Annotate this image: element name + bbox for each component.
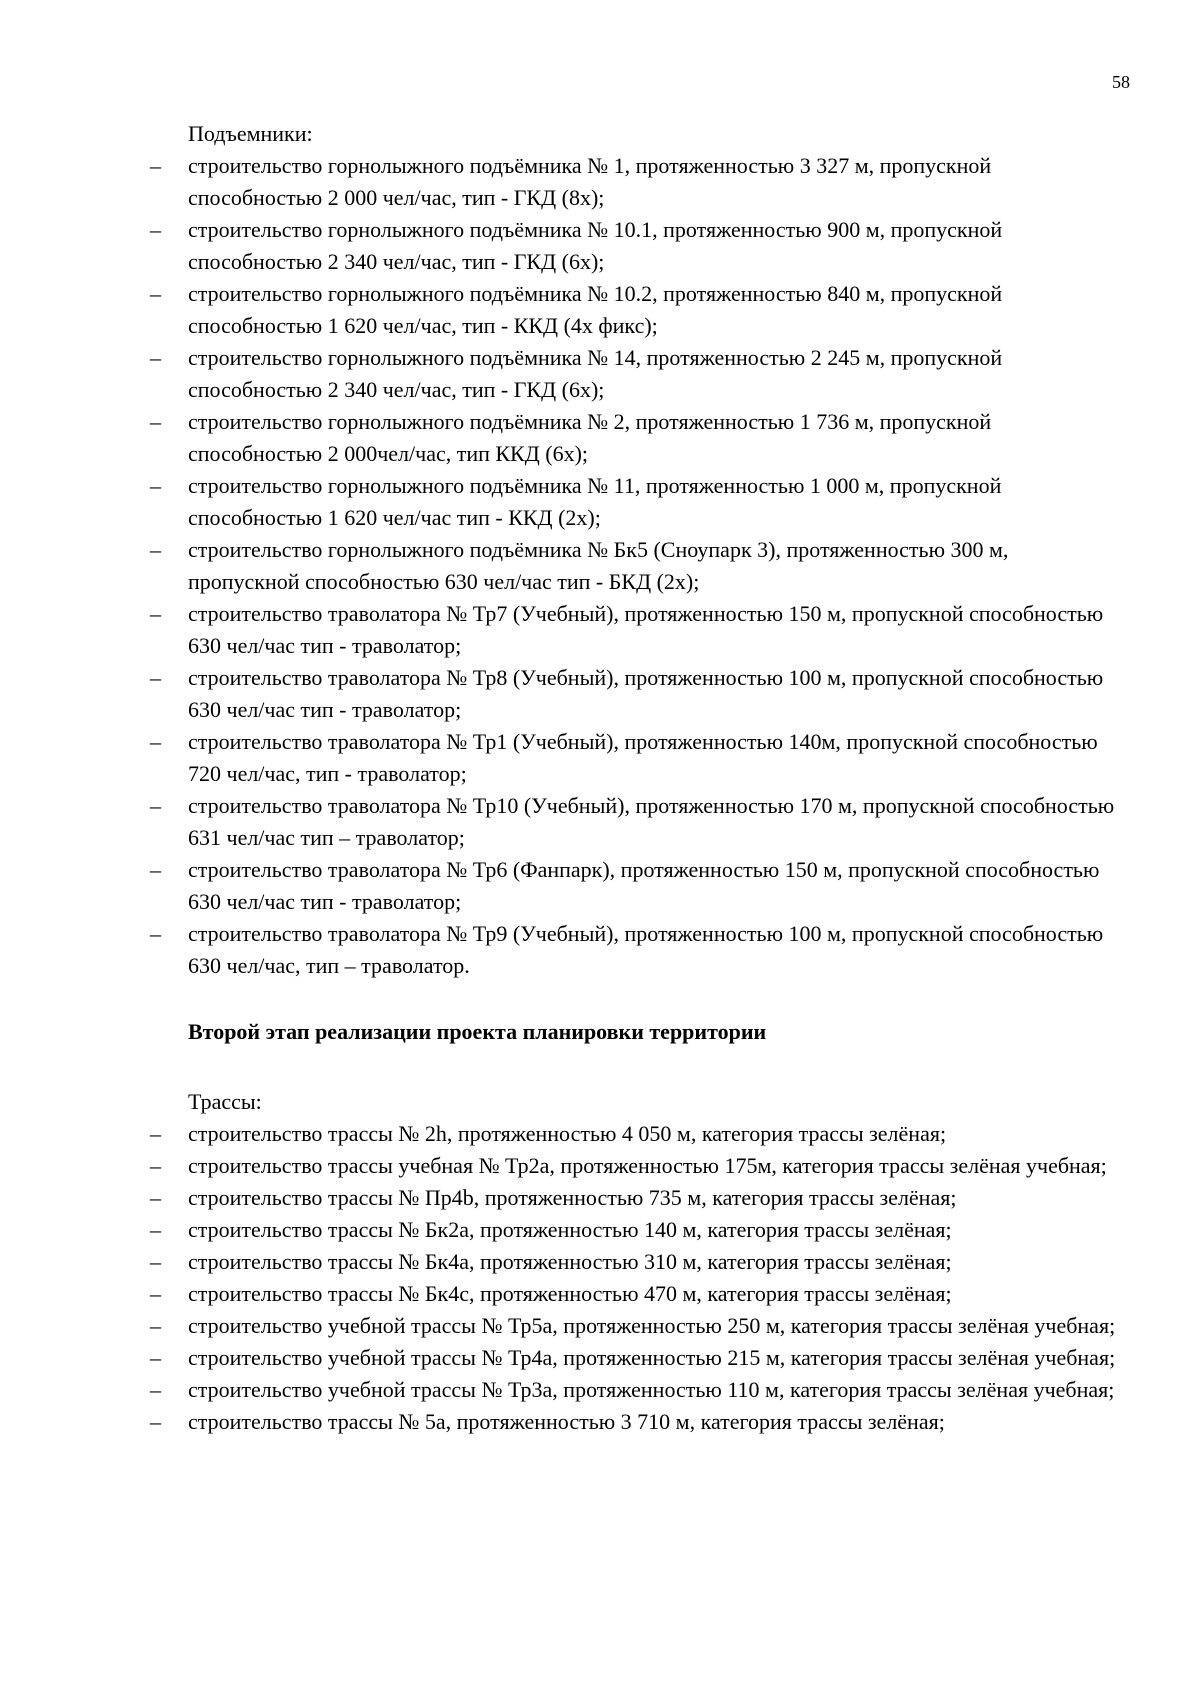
list-item-text: строительство траволатора № Тр8 (Учебный), протяженностью 100 м, пропускной способностью 630 чел/час тип - траволатор; <box>188 665 1104 722</box>
bullet-dash: – <box>150 665 161 690</box>
bullet-dash: – <box>150 473 161 498</box>
lifts-list <box>0 150 1200 982</box>
section-label-lifts: Подъемники: <box>188 121 313 146</box>
list-item-text: строительство трассы № 5а, протяженностью 3 710 м, категория трассы зелёная; <box>188 1409 945 1434</box>
lift-list-item <box>0 598 1200 662</box>
list-item-text: строительство трассы № Бк2а, протяженностью 140 м, категория трассы зелёная; <box>188 1217 952 1242</box>
list-item-text: строительство горнолыжного подъёмника № 11, протяженностью 1 000 м, пропускной способностью 1 620 чел/час тип - ККД (2х); <box>188 473 1002 530</box>
slope-list-item <box>0 1182 1200 1214</box>
bullet-dash: – <box>150 601 161 626</box>
list-item-text: строительство трассы № 2h, протяженностью 4 050 м, категория трассы зелёная; <box>188 1121 947 1146</box>
lift-list-item <box>0 406 1200 470</box>
bullet-dash: – <box>150 793 161 818</box>
bullet-dash: – <box>150 1281 161 1306</box>
bullet-dash: – <box>150 281 161 306</box>
list-item-text: строительство трассы № Бк4с, протяженностью 470 м, категория трассы зелёная; <box>188 1281 952 1306</box>
document-body <box>0 118 1200 1438</box>
lift-list-item <box>0 534 1200 598</box>
bullet-dash: – <box>150 1249 161 1274</box>
list-item-text: строительство траволатора № Тр10 (Учебный), протяженностью 170 м, пропускной способностью 631 чел/час тип – траволатор; <box>188 793 1115 850</box>
list-item-text: строительство горнолыжного подъёмника № 10.1, протяженностью 900 м, пропускной способностью 2 340 чел/час, тип - ГКД (6х); <box>188 217 1003 274</box>
lift-list-item <box>0 918 1200 982</box>
bullet-dash: – <box>150 537 161 562</box>
slope-list-item <box>0 1278 1200 1310</box>
lift-list-item <box>0 150 1200 214</box>
lift-list-item <box>0 726 1200 790</box>
bullet-dash: – <box>150 1409 161 1434</box>
list-item-text: строительство траволатора № Тр6 (Фанпарк), протяженностью 150 м, пропускной способностью 630 чел/час тип - траволатор; <box>188 857 1100 914</box>
bullet-dash: – <box>150 345 161 370</box>
lift-list-item <box>0 662 1200 726</box>
section-label-slopes: Трассы: <box>188 1089 262 1114</box>
bullet-dash: – <box>150 921 161 946</box>
lift-list-item <box>0 470 1200 534</box>
lift-list-item <box>0 342 1200 406</box>
slope-list-item <box>0 1150 1200 1182</box>
lift-list-item <box>0 214 1200 278</box>
slope-list-item <box>0 1310 1200 1342</box>
bullet-dash: – <box>150 1217 161 1242</box>
slope-list-item <box>0 1246 1200 1278</box>
bullet-dash: – <box>150 1345 161 1370</box>
slope-list-item <box>0 1374 1200 1406</box>
bullet-dash: – <box>150 1313 161 1338</box>
bullet-dash: – <box>150 1185 161 1210</box>
section-heading-stage-two: Второй этап реализации проекта планировки территории <box>188 1019 767 1044</box>
list-item-text: строительство учебной трассы № Тр4а, протяженностью 215 м, категория трассы зелёная учебная; <box>188 1345 1116 1370</box>
bullet-dash: – <box>150 1153 161 1178</box>
list-item-text: строительство учебной трассы № Тр5а, протяженностью 250 м, категория трассы зелёная учебная; <box>188 1313 1116 1338</box>
slope-list-item <box>0 1406 1200 1438</box>
bullet-dash: – <box>150 1121 161 1146</box>
slope-list-item <box>0 1214 1200 1246</box>
list-item-text: строительство трассы № Пр4b, протяженностью 735 м, категория трассы зелёная; <box>188 1185 957 1210</box>
list-item-text: строительство траволатора № Тр9 (Учебный), протяженностью 100 м, пропускной способностью 630 чел/час, тип – траволатор. <box>188 921 1104 978</box>
lift-list-item <box>0 854 1200 918</box>
slope-list-item <box>0 1118 1200 1150</box>
bullet-dash: – <box>150 857 161 882</box>
bullet-dash: – <box>150 409 161 434</box>
bullet-dash: – <box>150 1377 161 1402</box>
lift-list-item <box>0 790 1200 854</box>
list-item-text: строительство траволатора № Тр7 (Учебный), протяженностью 150 м, пропускной способностью 630 чел/час тип - траволатор; <box>188 601 1104 658</box>
bullet-dash: – <box>150 217 161 242</box>
lift-list-item <box>0 278 1200 342</box>
list-item-text: строительство траволатора № Тр1 (Учебный), протяженностью 140м, пропускной способностью 720 чел/час, тип - траволатор; <box>188 729 1098 786</box>
slopes-list <box>0 1118 1200 1438</box>
list-item-text: строительство учебной трассы № Тр3а, протяженностью 110 м, категория трассы зелёная учебная; <box>188 1377 1115 1402</box>
list-item-text: строительство трассы № Бк4а, протяженностью 310 м, категория трассы зелёная; <box>188 1249 952 1274</box>
list-item-text: строительство горнолыжного подъёмника № 14, протяженностью 2 245 м, пропускной способностью 2 340 чел/час, тип - ГКД (6х); <box>188 345 1003 402</box>
list-item-text: строительство горнолыжного подъёмника № 1, протяженностью 3 327 м, пропускной способностью 2 000 чел/час, тип - ГКД (8х); <box>188 153 992 210</box>
list-item-text: строительство трассы учебная № Тр2а, протяженностью 175м, категория трассы зелёная учебная; <box>188 1153 1107 1178</box>
list-item-text: строительство горнолыжного подъёмника № Бк5 (Сноупарк 3), протяженностью 300 м, пропускной способностью 630 чел/час тип - БКД (2х); <box>188 537 1009 594</box>
list-item-text: строительство горнолыжного подъёмника № 2, протяженностью 1 736 м, пропускной способностью 2 000чел/час, тип ККД (6х); <box>188 409 992 466</box>
bullet-dash: – <box>150 153 161 178</box>
page-number: 58 <box>1112 72 1130 92</box>
list-item-text: строительство горнолыжного подъёмника № 10.2, протяженностью 840 м, пропускной способностью 1 620 чел/час, тип - ККД (4х фикс); <box>188 281 1003 338</box>
slope-list-item <box>0 1342 1200 1374</box>
bullet-dash: – <box>150 729 161 754</box>
